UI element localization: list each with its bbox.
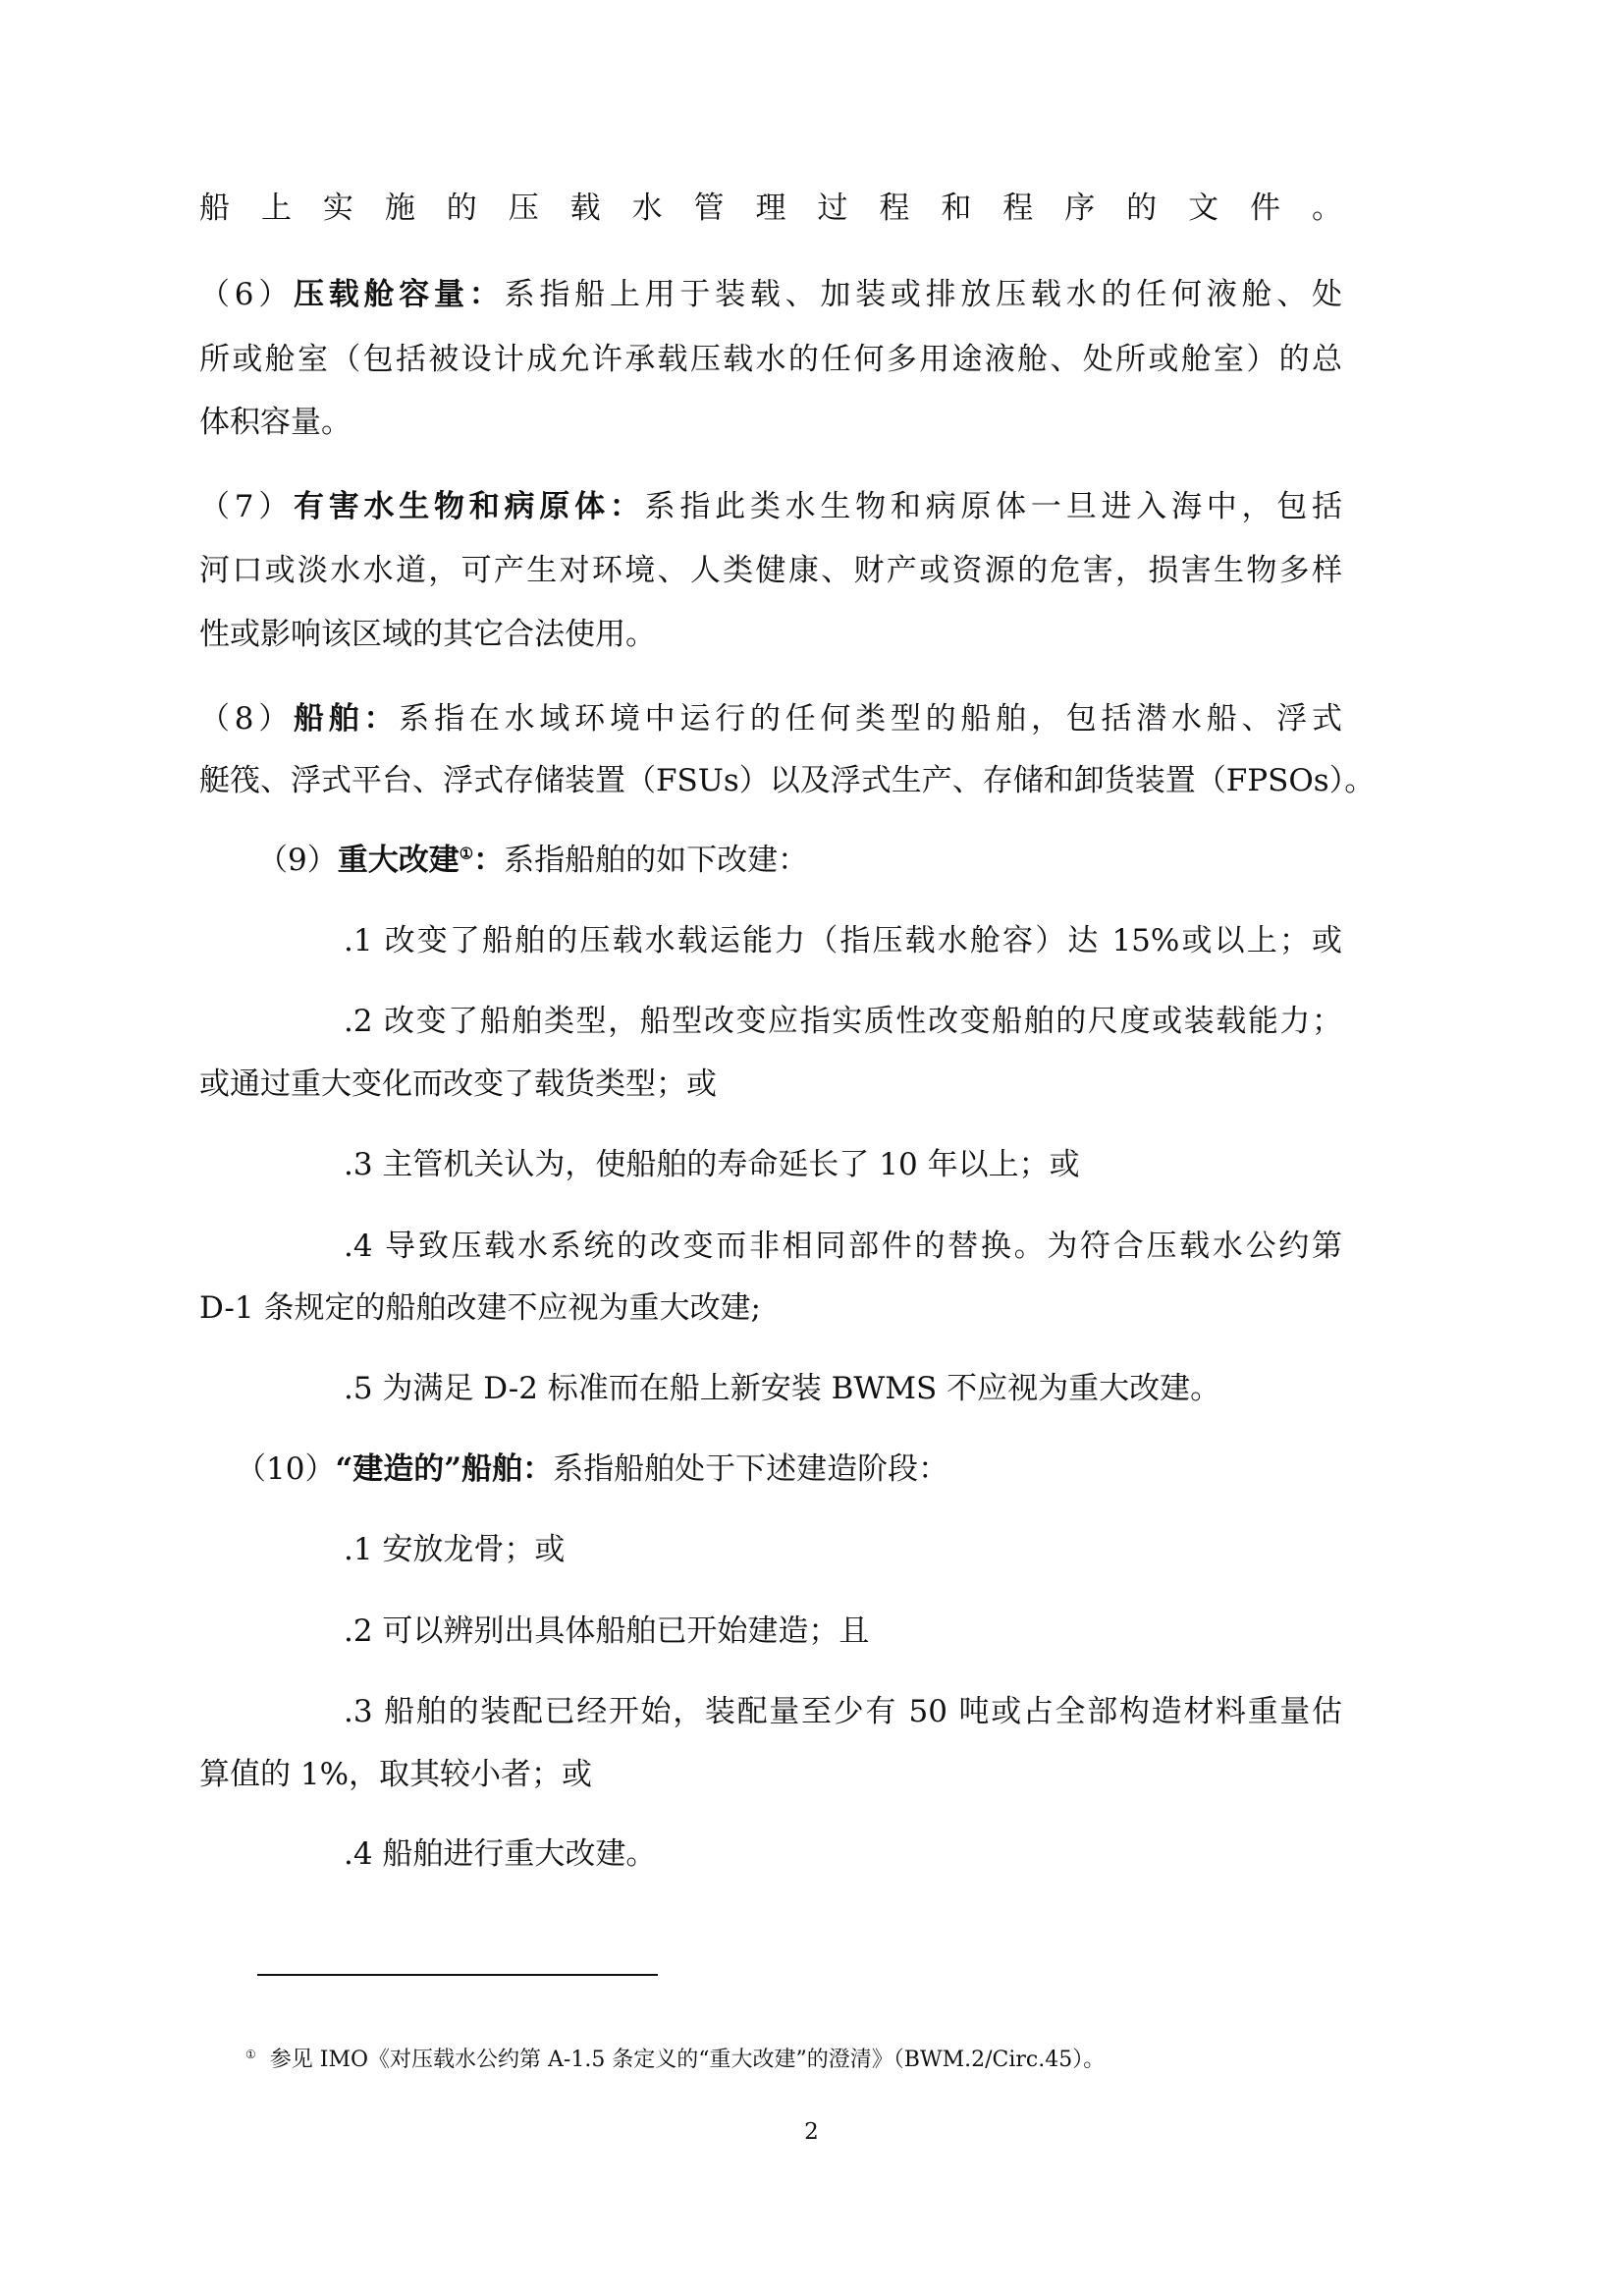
definition-10-item-4: .4 船舶进行重大改建。 <box>344 1836 657 1872</box>
definition-6-line-1 <box>199 275 1342 314</box>
definition-colon: ： <box>609 489 645 524</box>
definition-6-line-2: 所或舱室（包括被设计成允许承载压载水的任何多用途液舱、处所或舱室）的总 <box>199 342 1342 377</box>
definition-10-item-1: .1 安放龙骨；或 <box>344 1532 566 1567</box>
definition-10-item-3-line-1: .3 船舶的装配已经开始，装配量至少有 50 吨或占全部构造材料重量估 <box>344 1694 1342 1729</box>
definition-9-item-4-line-2: D-1 条规定的船舶改建不应视为重大改建; <box>199 1290 761 1326</box>
definition-number: （8） <box>199 701 294 737</box>
footnote-text: 参见 IMO《对压载水公约第 A-1.5 条定义的“重大改建”的澄清》（BWM.2/Circ.45）。 <box>269 2048 1106 2072</box>
definition-9-line-1 <box>257 841 808 880</box>
definition-8-line-2: 艇筏、浮式平台、浮式存储装置（FSUs）以及浮式生产、存储和卸货装置（FPSOs）。 <box>199 763 1376 798</box>
definition-8-line-1 <box>199 699 1342 738</box>
definition-number: （7） <box>199 489 294 524</box>
definition-7-line-2: 河口或淡水水道，可产生对环境、人类健康、财产或资源的危害，损害生物多样 <box>199 553 1342 588</box>
definition-9-item-2-line-2: 或通过重大变化而改变了载货类型；或 <box>199 1066 717 1102</box>
definition-9-item-1: .1 改变了船舶的压载水载运能力（指压载水舱容）达 15%或以上；或 <box>344 923 1342 958</box>
definition-9-item-4-line-1: .4 导致压载水系统的改变而非相同部件的替换。为符合压载水公约第 <box>344 1229 1342 1264</box>
definition-colon: ： <box>522 1451 554 1487</box>
definition-7-line-3: 性或影响该区域的其它合法使用。 <box>199 617 656 652</box>
definition-term: 船舶 <box>294 701 364 737</box>
definition-text: 系指船舶的如下改建： <box>504 843 809 878</box>
footnote-mark: ① <box>245 2047 256 2061</box>
intro-line: 船上实施的压载水管理过程和程序的文件。 <box>199 191 1342 226</box>
definition-term: 有害水生物和病原体 <box>294 489 610 524</box>
definition-term: “建造的”船舶 <box>335 1451 523 1487</box>
definition-9-item-3: .3 主管机关认为，使船舶的寿命延长了 10 年以上；或 <box>344 1147 1080 1182</box>
definition-6-line-3: 体积容量。 <box>199 405 352 440</box>
definition-7-line-1 <box>199 487 1342 526</box>
definition-9-item-2-line-1: .2 改变了船舶类型，船型改变应指实质性改变船舶的尺度或装载能力； <box>344 1004 1342 1039</box>
footnote-reference[interactable]: ① <box>459 844 474 863</box>
definition-9-item-5: .5 为满足 D-2 标准而在船上新安装 BWMS 不应视为重大改建。 <box>344 1371 1221 1406</box>
definition-number: （6） <box>199 277 294 312</box>
page-number: 2 <box>804 2119 819 2145</box>
footnote-separator <box>257 1974 658 1976</box>
definition-text: 系指此类水生物和病原体一旦进入海中，包括 <box>644 489 1342 524</box>
definition-colon: ： <box>473 843 505 878</box>
definition-number: （10） <box>236 1451 336 1487</box>
definition-term: 重大改建 <box>337 843 460 878</box>
definition-10-item-3-line-2: 算值的 1%，取其较小者；或 <box>199 1757 593 1792</box>
definition-colon: ： <box>363 701 400 737</box>
definition-text: 系指在水域环境中运行的任何类型的船舶，包括潜水船、浮式 <box>399 701 1343 737</box>
footnote <box>245 2043 1105 2073</box>
definition-term: 压载舱容量 <box>294 277 469 312</box>
definition-10-line-1 <box>236 1449 948 1489</box>
definition-text: 系指船舶处于下述建造阶段： <box>553 1451 949 1487</box>
definition-10-item-2: .2 可以辨别出具体船舶已开始建造；且 <box>344 1613 870 1649</box>
definition-number: （9） <box>257 843 338 878</box>
definition-colon: ： <box>468 277 505 312</box>
definition-text: 系指船上用于装载、加装或排放压载水的任何液舱、处 <box>504 277 1343 312</box>
